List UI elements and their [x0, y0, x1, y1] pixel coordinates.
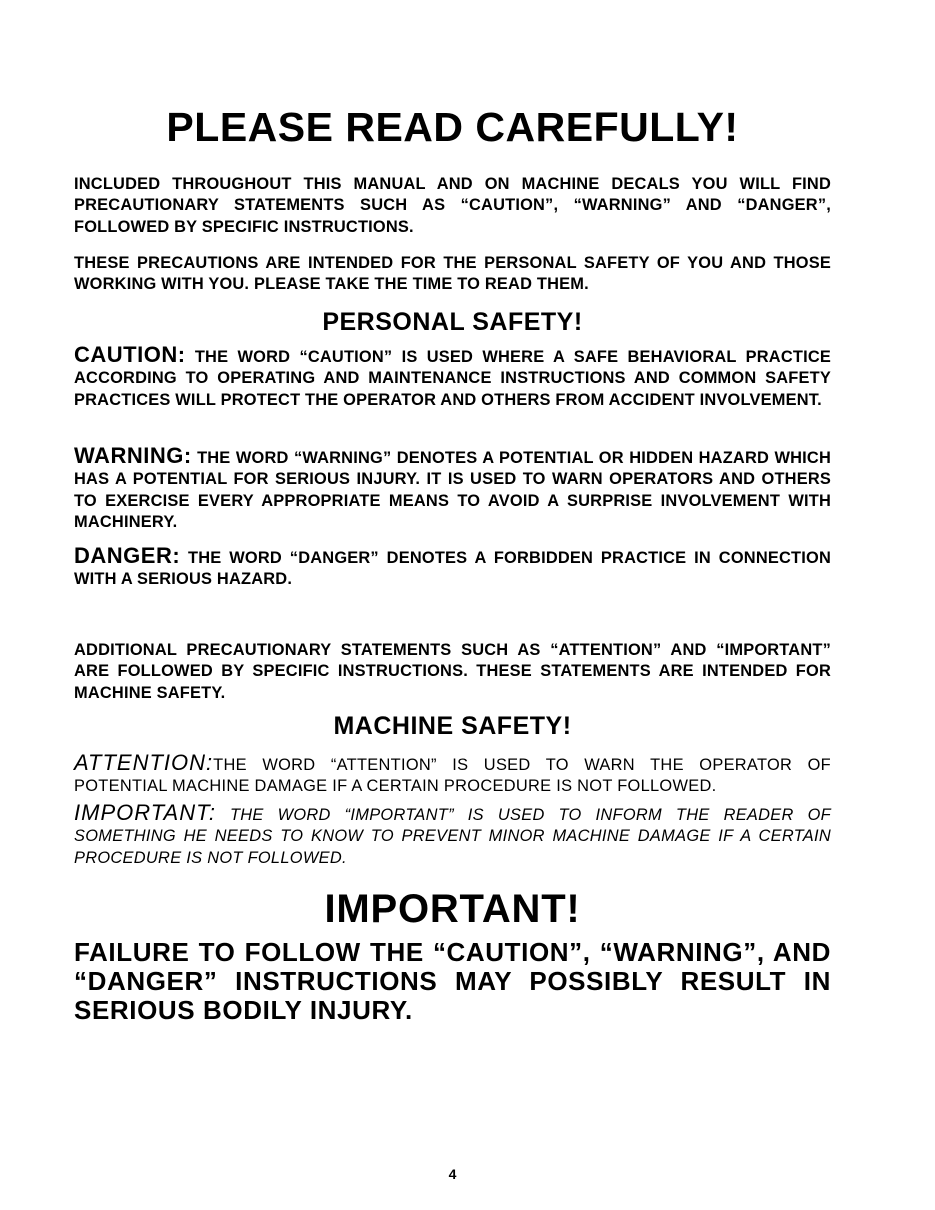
danger-paragraph	[74, 545, 831, 591]
attention-term: ATTENTION:	[74, 750, 214, 775]
attention-text: THE WORD “ATTENTION” IS USED TO WARN THE OPERATOR OF POTENTIAL MACHINE DAMAGE IF A CERTAIN PROCEDURE IS NOT FOLLOWED.	[74, 756, 831, 796]
important-heading: IMPORTANT!	[324, 887, 581, 931]
machine-safety-heading: MACHINE SAFETY!	[333, 712, 572, 740]
caution-paragraph	[74, 344, 831, 411]
danger-term: DANGER:	[74, 543, 181, 568]
intro-paragraph-1: INCLUDED THROUGHOUT THIS MANUAL AND ON MACHINE DECALS YOU WILL FIND PRECAUTIONARY STATEMENTS SUCH AS “CAUTION”, “WARNING” AND “DANGER”, FOLLOWED BY SPECIFIC INSTRUCTIONS.	[74, 175, 831, 236]
danger-text: THE WORD “DANGER” DENOTES A FORBIDDEN PRACTICE IN CONNECTION WITH A SERIOUS HAZARD.	[74, 549, 831, 589]
personal-safety-heading: PERSONAL SAFETY!	[322, 308, 583, 336]
warning-text: THE WORD “WARNING” DENOTES A POTENTIAL OR HIDDEN HAZARD WHICH HAS A POTENTIAL FOR SERIOUS INJURY. IT IS USED TO WARN OPERATORS AND OTHERS TO EXERCISE EVERY APPROPRIATE MEANS TO AVOID A SURPRISE INVOLVEMENT WITH MACHINERY.	[74, 449, 831, 531]
intro-paragraph-2: THESE PRECAUTIONS ARE INTENDED FOR THE PERSONAL SAFETY OF YOU AND THOSE WORKING WITH YOU. PLEASE TAKE THE TIME TO READ THEM.	[74, 254, 831, 294]
warning-paragraph	[74, 445, 831, 533]
final-warning: FAILURE TO FOLLOW THE “CAUTION”, “WARNING”, AND “DANGER” INSTRUCTIONS MAY POSSIBLY RESULT IN SERIOUS BODILY INJURY.	[74, 937, 831, 1025]
important-paragraph	[74, 802, 831, 869]
important-term: IMPORTANT:	[74, 800, 216, 825]
attention-paragraph	[74, 752, 831, 798]
caution-term: CAUTION:	[74, 342, 186, 367]
page-title: PLEASE READ CAREFULLY!	[166, 104, 739, 150]
important-text: THE WORD “IMPORTANT” IS USED TO INFORM THE READER OF SOMETHING HE NEEDS TO KNOW TO PREVENT MINOR MACHINE DAMAGE IF A CERTAIN PROCEDURE IS NOT FOLLOWED.	[74, 806, 831, 867]
caution-text: THE WORD “CAUTION” IS USED WHERE A SAFE BEHAVIORAL PRACTICE ACCORDING TO OPERATING AND MAINTENANCE INSTRUCTIONS AND COMMON SAFETY PRACTICES WILL PROTECT THE OPERATOR AND OTHERS FROM ACCIDENT INVOLVEMENT.	[74, 348, 831, 409]
warning-term: WARNING:	[74, 443, 192, 468]
additional-paragraph: ADDITIONAL PRECAUTIONARY STATEMENTS SUCH AS “ATTENTION” AND “IMPORTANT” ARE FOLLOWED BY SPECIFIC INSTRUCTIONS. THESE STATEMENTS ARE INTENDED FOR MACHINE SAFETY.	[74, 641, 831, 702]
page-number: 4	[448, 1166, 457, 1182]
